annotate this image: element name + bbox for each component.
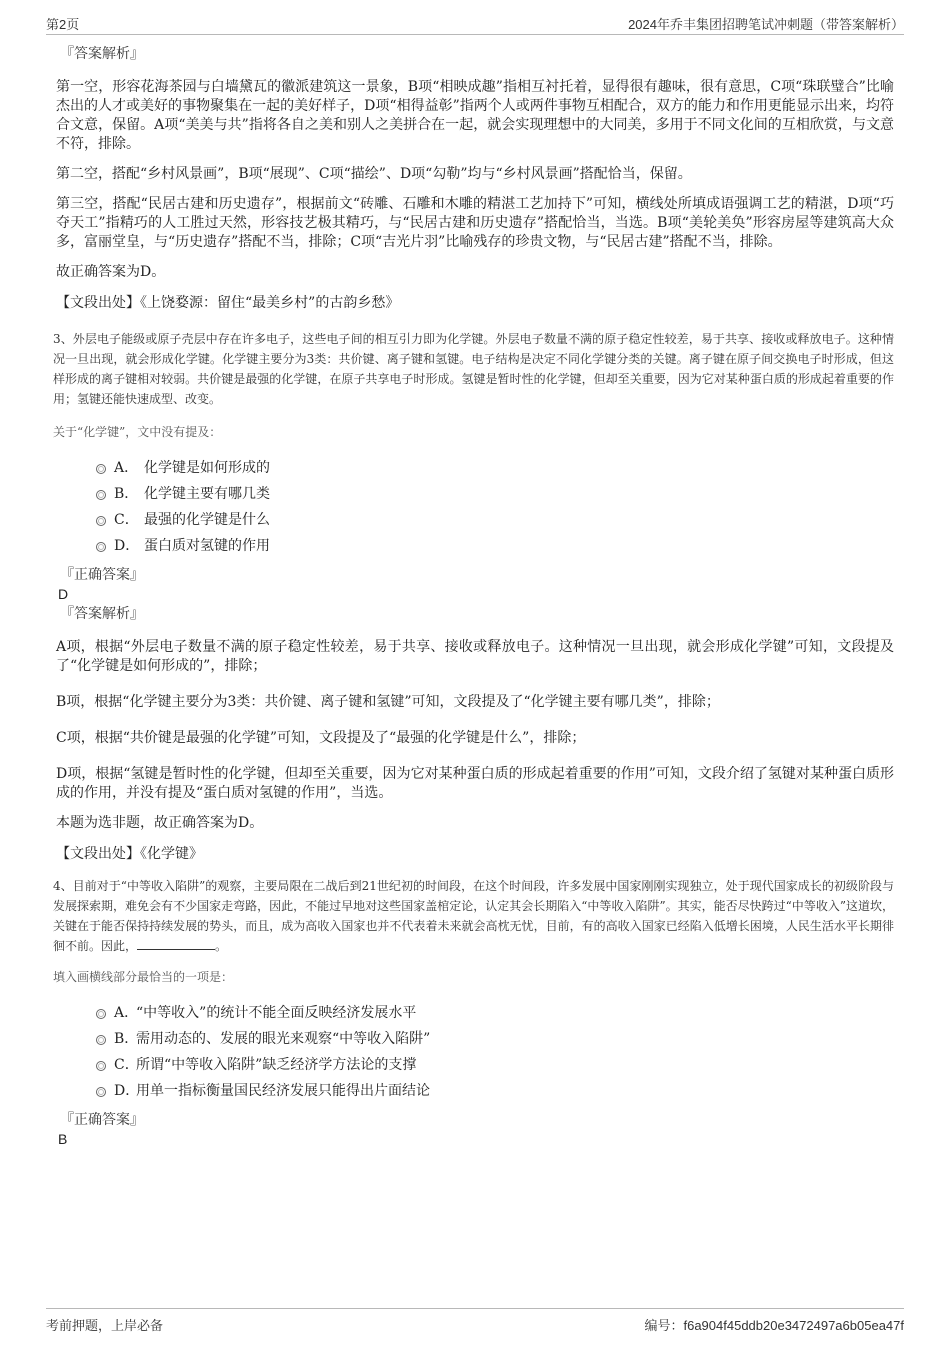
radio-icon[interactable] xyxy=(96,1009,106,1019)
analysis-paragraph: C项，根据“共价键是最强的化学键”可知，文段提及了“最强的化学键是什么”，排除； xyxy=(56,730,586,746)
correct-answer-label: 『正确答案』 xyxy=(60,1112,144,1128)
analysis-paragraph: D项，根据“氢键是暂时性的化学键，但却至关重要，因为它对某种蛋白质的形成起着重要的作用”可知，文段介绍了氢键对某种蛋白质形成的作用，并没有提及“蛋白质对氢键的作用”，当选。 xyxy=(56,766,894,801)
answer-blank xyxy=(137,937,215,950)
correct-answer: B xyxy=(58,1131,68,1147)
footer-slogan: 考前押题，上岸必备 xyxy=(46,1318,164,1333)
option-b[interactable]: B． 需用动态的、发展的眼光来观察“中等收入陷阱” xyxy=(94,1026,894,1052)
analysis-paragraph: 第一空，形容花海茶园与白墙黛瓦的徽派建筑这一景象，B项“相映成趣”指相互衬托着，显得很有趣味，很有意思，C项“珠联璧合”比喻杰出的人才或美好的事物聚集在一起的美好样子，D项“相得益彰”指两个人或两件事物互相配合，双方的能力和作用更能显示出来，均符合文意，保留。A项“美美与共”指将各自之美和别人之美拼合在一起，就会实现理想中的大同美，多用于不同文化间的互相欣赏，与文意不符，排除。 xyxy=(56,79,894,152)
page-content xyxy=(53,44,894,1149)
question-4-options xyxy=(94,1000,894,1104)
analysis-label: 『答案解析』 xyxy=(60,606,144,622)
radio-icon[interactable] xyxy=(96,542,106,552)
analysis-paragraph: 本题为选非题，故正确答案为D。 xyxy=(56,815,264,831)
source-note: 【文段出处】《化学键》 xyxy=(56,846,203,862)
option-d[interactable]: D． 用单一指标衡量国民经济发展只能得出片面结论 xyxy=(94,1078,894,1104)
source-note: 【文段出处】《上饶婺源：留住“最美乡村”的古韵乡愁》 xyxy=(56,295,400,311)
document-title: 2024年乔丰集团招聘笔试冲刺题（带答案解析） xyxy=(628,17,904,32)
radio-icon[interactable] xyxy=(96,1061,106,1071)
option-b[interactable]: B． 化学键主要有哪几类 xyxy=(94,481,894,507)
correct-answer-label: 『正确答案』 xyxy=(60,567,144,583)
analysis-label: 『答案解析』 xyxy=(60,46,144,62)
option-c[interactable]: C． 所谓“中等收入陷阱”缺乏经济学方法论的支撑 xyxy=(94,1052,894,1078)
analysis-paragraph: 第三空，搭配“民居古建和历史遗存”，根据前文“砖雕、石雕和木雕的精湛工艺加持下”可知，横线处所填成语强调工艺的精湛，D项“巧夺天工”指精巧的人工胜过天然，形容技艺极其精巧，与“民居古建和历史遗存”搭配恰当，当选。B项“美轮美奂”形容房屋等建筑高大众多，富丽堂皇，与“历史遗存”搭配不当，排除；C项“吉光片羽”比喻残存的珍贵文物，与“民居古建”搭配不当，排除。 xyxy=(56,196,894,250)
option-a[interactable]: A． “中等收入”的统计不能全面反映经济发展水平 xyxy=(94,1000,894,1026)
analysis-paragraph: 故正确答案为D。 xyxy=(56,264,166,280)
radio-icon[interactable] xyxy=(96,1087,106,1097)
question-3-options xyxy=(94,455,894,559)
page-footer xyxy=(46,1308,904,1335)
page-number: 第2页 xyxy=(46,17,80,32)
radio-icon[interactable] xyxy=(96,464,106,474)
question-3-prompt: 关于“化学键”，文中没有提及： xyxy=(53,425,222,439)
document-code: 编号：f6a904f45ddb20e3472497a6b05ea47f xyxy=(644,1318,904,1333)
question-4-prompt: 填入画横线部分最恰当的一项是： xyxy=(53,970,234,984)
radio-icon[interactable] xyxy=(96,490,106,500)
option-d[interactable]: D． 蛋白质对氢键的作用 xyxy=(94,533,894,559)
question-4-text: 4、目前对于“中等收入陷阱”的观察，主要局限在二战后到21世纪初的时间段，在这个时间段，许多发展中国家刚刚实现独立，处于现代国家成长的初级阶段与发展探索期，难免会有不少国家走弯路，因此，不能过早地对这些国家盖棺定论，认定其会长期陷入“中等收入陷阱”。其实，能否尽快跨过“中等收入”这道坎，关键在于能否保持持续发展的势头，而且，成为高收入国家也并不代表着未来就会高枕无忧，目前，有的高收入国家已经陷入低增长困境，人民生活水平长期徘徊不前。因此， 。 xyxy=(53,879,894,953)
analysis-paragraph: 第二空，搭配“乡村风景画”，B项“展现”、C项“描绘”、D项“勾勒”均与“乡村风景画”搭配恰当，保留。 xyxy=(56,166,692,182)
page-header xyxy=(46,12,904,35)
analysis-paragraph: B项，根据“化学键主要分为3类：共价键、离子键和氢键”可知，文段提及了“化学键主要有哪几类”，排除； xyxy=(56,694,720,710)
radio-icon[interactable] xyxy=(96,516,106,526)
radio-icon[interactable] xyxy=(96,1035,106,1045)
analysis-paragraph: A项，根据“外层电子数量不满的原子稳定性较差，易于共享、接收或释放电子。这种情况一旦出现，就会形成化学键”可知，文段提及了“化学键是如何形成的”，排除； xyxy=(56,639,894,674)
option-a[interactable]: A． 化学键是如何形成的 xyxy=(94,455,894,481)
question-3-text: 3、外层电子能级或原子壳层中存在许多电子，这些电子间的相互引力即为化学键。外层电子数量不满的原子稳定性较差，易于共享、接收或释放电子。这种情况一旦出现，就会形成化学键。化学键主要分为3类：共价键、离子键和氢键。电子结构是决定不同化学键分类的关键。离子键在原子间交换电子时形成，但这样形成的离子键相对较弱。共价键是最强的化学键，在原子共享电子时形成。氢键是暂时性的化学键，但却至关重要，因为它对某种蛋白质的形成起着重要的作用；氢键还能快速成型、改变。 xyxy=(53,332,894,406)
option-c[interactable]: C． 最强的化学键是什么 xyxy=(94,507,894,533)
correct-answer: D xyxy=(58,586,69,602)
